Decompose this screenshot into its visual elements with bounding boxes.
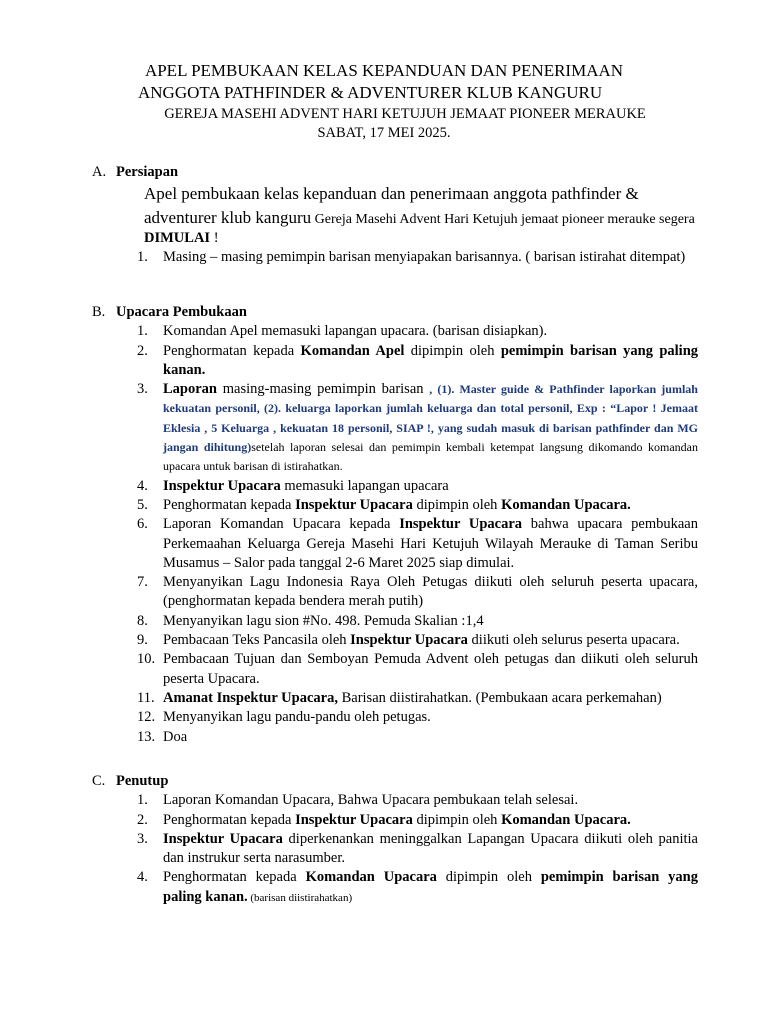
intro-end: !	[210, 229, 219, 246]
item-text: Penghormatan kepada	[163, 869, 306, 886]
item-bold: Inspektur Upacara	[163, 830, 283, 847]
intro-dimulai: DIMULAI	[144, 229, 211, 246]
item-number: 2.	[137, 342, 148, 359]
item-text: Barisan diistirahatkan. (Pembukaan acara perkemahan)	[337, 689, 662, 706]
item-bold: Inspektur Upacara	[399, 516, 523, 533]
list-item	[137, 650, 698, 689]
item-text: Penghormatan kepada	[163, 496, 296, 513]
list-item	[137, 477, 698, 496]
item-note-blue: , (1). Master guide & Pathfinder laporkan jumlah kekuatan personil, (2). keluarga laporkan jumlah keluarga dan total personil, Exp : “Lapor ! Jemaat Eklesia , 5 Keluarga , kekuatan 18 personil, SIAP !, yang sudah masuk di barisan pathfinder dan MG jangan dihitung)	[163, 382, 698, 455]
section-heading	[92, 163, 702, 182]
item-number: 8.	[137, 612, 148, 629]
persiapan-list	[137, 248, 698, 267]
item-number: 11.	[137, 689, 155, 706]
item-number: 2.	[137, 811, 148, 828]
intro-paragraph	[144, 182, 700, 248]
item-number: 7.	[137, 574, 148, 591]
penutup-list	[137, 791, 698, 908]
item-text: diikuti oleh selurus peserta upacara.	[467, 632, 680, 649]
item-text: Komandan Apel memasuki lapangan upacara. (barisan disiapkan).	[163, 323, 548, 340]
list-item	[137, 791, 698, 810]
item-bold: Inspektur Upacara	[163, 477, 281, 494]
item-bold: Laporan	[163, 381, 217, 398]
item-text: diperkenankan meninggalkan Lapangan Upacara diikuti oleh panitia dan instrukur serta narasumber.	[163, 830, 698, 867]
item-text: dipimpin oleh	[436, 869, 541, 886]
item-text: masing-masing pemimpin barisan	[217, 381, 430, 398]
section-heading	[92, 303, 702, 322]
item-text: Menyanyikan Lagu Indonesia Raya Oleh Petugas diikuti oleh seluruh peserta upacara, (penghormatan kepada bendera merah putih)	[163, 574, 698, 610]
item-text: bahwa upacara pembukaan Perkemaahan Keluarga Gereja Masehi Hari Ketujuh Wilayah Merauke di Taman Seribu Musamus – Salor pada tanggal 2-6 Maret 2025 siap dimulai.	[163, 516, 698, 571]
item-number: 3.	[137, 381, 148, 398]
item-number: 1.	[137, 792, 148, 809]
list-item	[137, 728, 698, 747]
list-item	[137, 811, 698, 830]
section-heading	[92, 772, 702, 791]
item-bold: Komandan Upacara.	[501, 811, 631, 828]
item-number: 1.	[137, 323, 148, 340]
item-text: dipimpin oleh	[404, 342, 501, 359]
item-bold: pemimpin barisan yang paling kanan.	[163, 342, 699, 378]
item-text: Menyanyikan lagu sion #No. 498. Pemuda Skalian :1,4	[163, 612, 484, 629]
section-letter: C.	[92, 773, 106, 789]
item-text: Penghormatan kepada	[163, 342, 301, 359]
section-title: Persiapan	[116, 164, 179, 180]
item-text: Menyanyikan lagu pandu-pandu oleh petugas.	[163, 709, 431, 726]
item-text: Penghormatan kepada	[163, 811, 296, 828]
item-number: 6.	[137, 516, 148, 533]
list-item	[137, 380, 698, 476]
item-note-small: setelah laporan selesai dan pemimpin kembali ketempat langsung dikomando komandan upacara untuk barisan di istirahatkan.	[163, 440, 699, 474]
section-letter: A.	[92, 164, 107, 180]
item-text: memasuki lapangan upacara	[280, 477, 449, 494]
item-bold: Amanat Inspektur Upacara,	[163, 689, 338, 706]
item-bold: Inspektur Upacara	[295, 811, 413, 828]
item-number: 4.	[137, 477, 148, 494]
item-bold: pemimpin barisan yang paling kanan.	[163, 869, 698, 905]
list-item	[137, 496, 698, 515]
section-letter: B.	[92, 304, 106, 320]
item-bold: Inspektur Upacara	[350, 632, 468, 649]
section-upacara-pembukaan	[92, 303, 702, 747]
intro-text-large: Apel pembukaan kelas kepanduan dan penerimaan anggota pathfinder & adventurer klub kanguru	[144, 184, 639, 227]
item-bold: Komandan Apel	[300, 342, 405, 359]
list-item	[137, 689, 698, 708]
item-number: 5.	[137, 496, 148, 513]
item-text: Masing – masing pemimpin barisan menyiapakan barisannya. ( barisan istirahat ditempat)	[163, 249, 686, 266]
item-text: dipimpin oleh	[412, 811, 502, 828]
item-text: Laporan Komandan Upacara kepada	[163, 516, 400, 533]
church-name: GEREJA MASEHI ADVENT HARI KETUJUH JEMAAT PIONEER MERAUKE	[164, 106, 646, 122]
item-number: 4.	[137, 869, 148, 886]
section-title: Upacara Pembukaan	[116, 304, 247, 320]
item-bold: Komandan Upacara	[305, 869, 437, 886]
section-persiapan	[92, 163, 702, 267]
item-text: Pembacaan Teks Pancasila oleh	[163, 632, 351, 649]
doc-title-line-2: ANGGOTA PATHFINDER & ADVENTURER KLUB KANGURU	[138, 83, 603, 102]
item-number: 10.	[137, 651, 156, 668]
item-text: dipimpin oleh	[412, 496, 502, 513]
item-text: Pembacaan Tujuan dan Semboyan Pemuda Advent oleh petugas dan diikuti oleh seluruh peserta Upacara.	[163, 651, 698, 687]
item-number: 3.	[137, 830, 148, 847]
item-note-small: (barisan diistirahatkan)	[247, 891, 353, 904]
list-item	[137, 612, 698, 631]
list-item	[137, 631, 698, 650]
list-item	[137, 573, 698, 612]
list-item	[137, 830, 698, 869]
item-number: 9.	[137, 632, 148, 649]
list-item	[137, 868, 698, 908]
doc-title-line-1: APEL PEMBUKAAN KELAS KEPANDUAN DAN PENERIMAAN	[144, 61, 624, 80]
section-title: Penutup	[116, 773, 169, 789]
intro-text-small: Gereja Masehi Advent Hari Ketujuh jemaat pioneer merauke segera	[311, 211, 695, 227]
list-item	[137, 342, 698, 381]
list-item	[137, 322, 698, 341]
item-number: 1.	[137, 249, 148, 266]
item-bold: Komandan Upacara.	[501, 496, 631, 513]
item-text: Laporan Komandan Upacara, Bahwa Upacara pembukaan telah selesai.	[163, 792, 579, 809]
item-number: 12.	[137, 709, 156, 726]
item-number: 13.	[137, 728, 156, 745]
list-item	[137, 708, 698, 727]
section-penutup	[92, 772, 702, 908]
pembukaan-list	[137, 322, 698, 747]
item-text: Doa	[163, 728, 188, 745]
item-bold: Inspektur Upacara	[295, 496, 413, 513]
list-item	[137, 515, 698, 573]
event-date: SABAT, 17 MEI 2025.	[317, 125, 451, 141]
list-item	[137, 248, 698, 267]
